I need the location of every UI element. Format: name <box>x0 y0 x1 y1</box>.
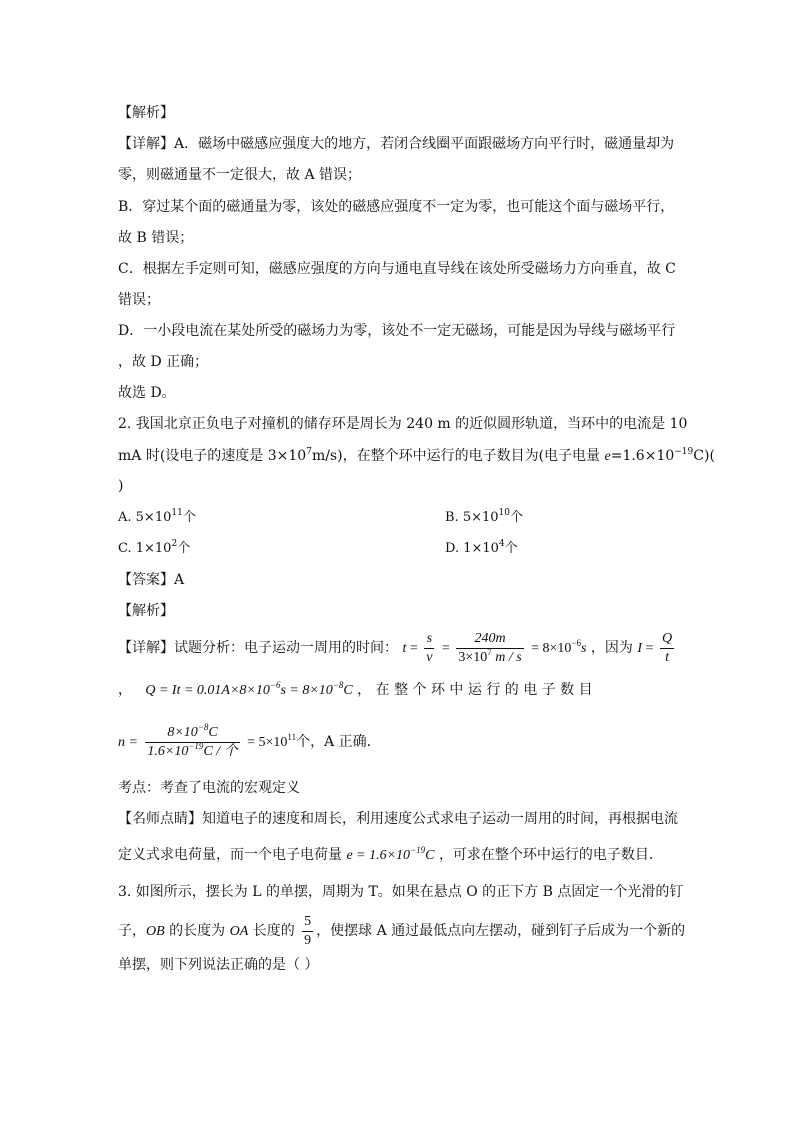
q1-detail-line-8: ，故 D 正确； <box>118 354 209 370</box>
q1-detail-line-6: 错误； <box>118 292 160 308</box>
q3-stem-line-1: 3. 如图所示，摆长为 L 的单摆，周期为 T。如果在悬点 O 的正下方 B 点固定一个光滑的钉 <box>118 884 684 900</box>
option-c: C. $1\times 10^2$个 <box>118 539 191 556</box>
q1-conclusion: 故选 D。 <box>118 385 176 401</box>
q2-answer: 【答案】A <box>118 572 185 588</box>
q2-analysis-heading: 【解析】 <box>118 603 174 619</box>
q1-detail-line-4: 故 B 错误； <box>118 230 194 246</box>
option-a: A. $5\times 10^{11}$个 <box>118 508 196 525</box>
q2-test-point: 考点：考查了电流的宏观定义 <box>118 780 300 796</box>
option-d: D. $1\times 10^4$个 <box>445 539 518 556</box>
q3-stem-line-2: 子，OB 的长度为 OA 长度的 $\frac{5}{9}$ ，使摆球 A 通过最低点向左摆动，碰到钉子后成为一个新的 <box>118 913 686 948</box>
q1-detail-line-7: D．一小段电流在某处所受的磁场力为零，该处不一定无磁场，可能是因为导线与磁场平行 <box>118 323 676 339</box>
q2-teacher-note-line-2: 定义式求电荷量，而一个电子电荷量 $e = 1.6\times 10^{-19}C$ ，可求在整个环中运行的电子数目． <box>118 845 663 863</box>
q1-detail-line-2: 零，则磁通量不一定很大，故 A 错误； <box>118 167 362 183</box>
q1-detail-line-1: 【详解】A．磁场中磁感应强度大的地方，若闭合线圈平面跟磁场方向平行时，磁通量却为 <box>118 136 675 152</box>
q2-stem-line-1: 2. 我国北京正负电子对撞机的储存环是周长为 240 m 的近似圆形轨道，当环中的电流是 10 <box>118 416 688 432</box>
option-b: B. $5\times 10^{10}$个 <box>445 508 523 525</box>
q2-count-equation: n = $\frac{8\times 10^{-8}C}{1.6\times 10^{-19}C / 个}$ = $5\times 10^{11}$个，A 正确． <box>118 721 381 759</box>
q2-teacher-note-line-1: 【名师点睛】知道电子的速度和周长，利用速度公式求电子运动一周用的时间，再根据电流 <box>118 811 678 827</box>
q1-detail-line-5: C．根据左手定则可知，磁感应强度的方向与通电直导线在该处所受磁场力方向垂直，故 C <box>118 261 676 277</box>
q2-stem-line-3: ) <box>118 478 124 494</box>
q2-charge-equation: ， $Q = It = 0.01A\times 8\times 10^{-6}s = 8\times 10^{-8}C$ ， 在 整 个 环 中 运 行 的 电 子 数 目 <box>118 680 593 698</box>
q1-detail-line-3: B．穿过某个面的磁通量为零，该处的磁感应强度不一定为零，也可能这个面与磁场平行， <box>118 199 675 215</box>
q3-stem-line-3: 单摆，则下列说法正确的是（ ） <box>118 957 319 973</box>
q2-detail-time-equation: 【详解】试题分析：电子运动一周用的时间： t = $\frac{s}{v}$ = $\frac{240m}{3\times 10^7 m / s}$ = $8\times 10^{-6}s$ ，因为 I = $\frac{Q}{t}$ <box>118 630 673 665</box>
analysis-heading: 【解析】 <box>118 105 174 121</box>
q2-stem-line-2: mA 时(设电子的速度是 $3\times 10^7m/s$)，在整个环中运行的电子数目为(电子电量 $e=1.6\times 10^{-19}C$)( <box>118 447 715 464</box>
